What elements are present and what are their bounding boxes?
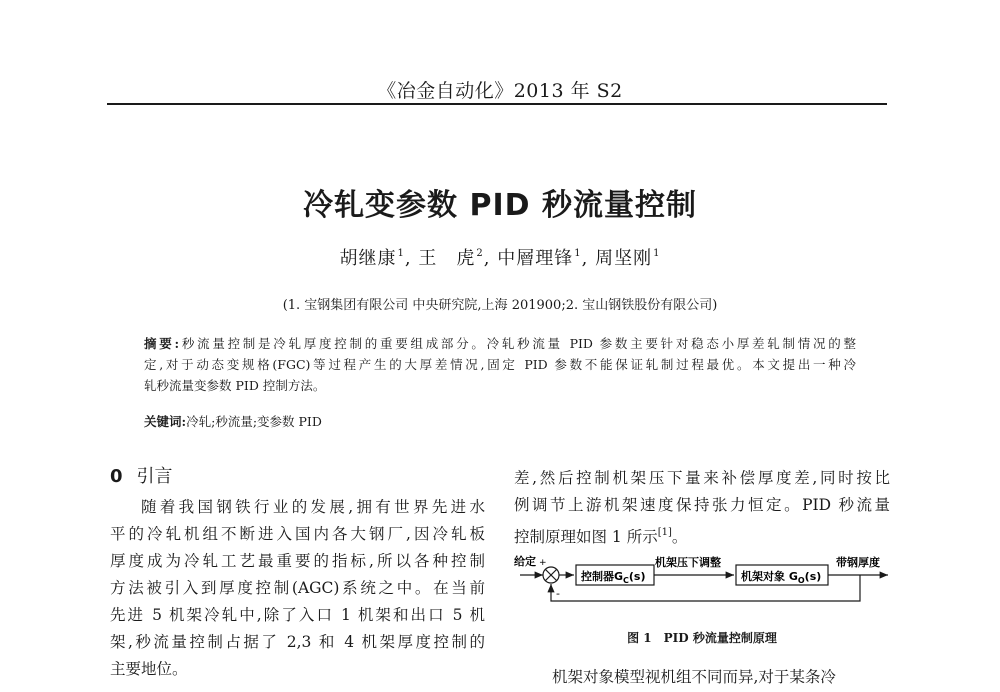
input-label: 给定 xyxy=(514,555,536,568)
abstract xyxy=(144,333,856,396)
body-line: 平的冷轧机组不断进入国内各大钢厂,因冷轧板 xyxy=(110,525,485,543)
figure-caption: 图 1 PID 秒流量控制原理 xyxy=(627,631,777,645)
keywords-label: 关键词: xyxy=(144,414,187,429)
plus-sign: + xyxy=(539,558,547,568)
abstract-line: 摘要:秒流量控制是冷轧厚度控制的重要组成部分。冷轧秒流量 PID 参数主要针对稳态小厚差轧制情况的整 xyxy=(144,336,856,351)
body-line: 架,秒流量控制占据了 2,3 和 4 机架厚度控制的 xyxy=(110,633,485,651)
paper-title: 冷轧变参数 PID 秒流量控制 xyxy=(303,188,697,223)
plant-label: 机架对象 $G_O(s)$ xyxy=(741,570,822,585)
abstract-line: 定,对于动态变规格(FGC)等过程产生的大厚差情况,固定 PID 参数不能保证轧制过程最优。本文提出一种冷 xyxy=(144,357,856,372)
keywords-text: 冷轧;秒流量;变参数 PID xyxy=(186,414,322,429)
author-list: 胡继康$^1$, 王 虎$^2$, 中層理锋$^1$, 周坚刚$^1$ xyxy=(339,248,661,269)
body-line: 先进 5 机架冷轧中,除了入口 1 机架和出口 5 机 xyxy=(110,606,485,624)
body-line: 控制原理如图 1 所示[1]。 xyxy=(514,527,688,546)
keywords xyxy=(144,412,856,430)
abstract-line: 轧秒流量变参数 PID 控制方法。 xyxy=(144,378,326,393)
author-affil-mark: 1 xyxy=(397,248,405,259)
author-name: 中層理锋 xyxy=(497,248,574,269)
body-line: 厚度成为冷轧工艺最重要的指标,所以各种控制 xyxy=(110,552,485,570)
body-line: 机架对象模型视机组不同而异,对于某条冷 xyxy=(552,668,836,686)
body-line: 主要地位。 xyxy=(110,660,188,678)
author-name: 周坚刚 xyxy=(595,248,653,269)
section-number: 0 xyxy=(110,466,123,487)
minus-sign: - xyxy=(556,587,560,600)
controller-label: 控制器$G_C(s)$ xyxy=(581,570,646,585)
header-rule xyxy=(107,103,887,105)
section-heading xyxy=(110,462,173,488)
actuation-label: 机架压下调整 xyxy=(655,556,721,569)
author-affil-mark: 1 xyxy=(653,248,661,259)
author-name: 王 虎 xyxy=(418,248,476,269)
running-head: 《冶金自动化》2013 年 S2 xyxy=(377,80,623,102)
author-affil-mark: 2 xyxy=(476,248,484,259)
body-line: 方法被引入到厚度控制(AGC)系统之中。在当前 xyxy=(110,579,485,597)
left-column xyxy=(110,494,485,683)
abstract-label: 摘要: xyxy=(144,336,180,351)
output-label: 带钢厚度 xyxy=(836,556,880,569)
author-name: 胡继康 xyxy=(339,248,397,269)
author-affil-mark: 1 xyxy=(574,248,582,259)
affiliation: (1. 宝钢集团有限公司 中央研究院,上海 201900;2. 宝山钢铁股份有限公司) xyxy=(282,298,718,313)
control-block-diagram xyxy=(512,553,892,611)
body-line: 随着我国钢铁行业的发展,拥有世界先进水 xyxy=(141,498,485,516)
right-column xyxy=(514,465,890,546)
section-title: 引言 xyxy=(136,466,173,487)
citation: [1] xyxy=(657,527,672,538)
body-line: 差,然后控制机架压下量来补偿厚度差,同时按比 xyxy=(514,469,890,487)
body-line: 例调节上游机架速度保持张力恒定。PID 秒流量 xyxy=(514,496,890,514)
